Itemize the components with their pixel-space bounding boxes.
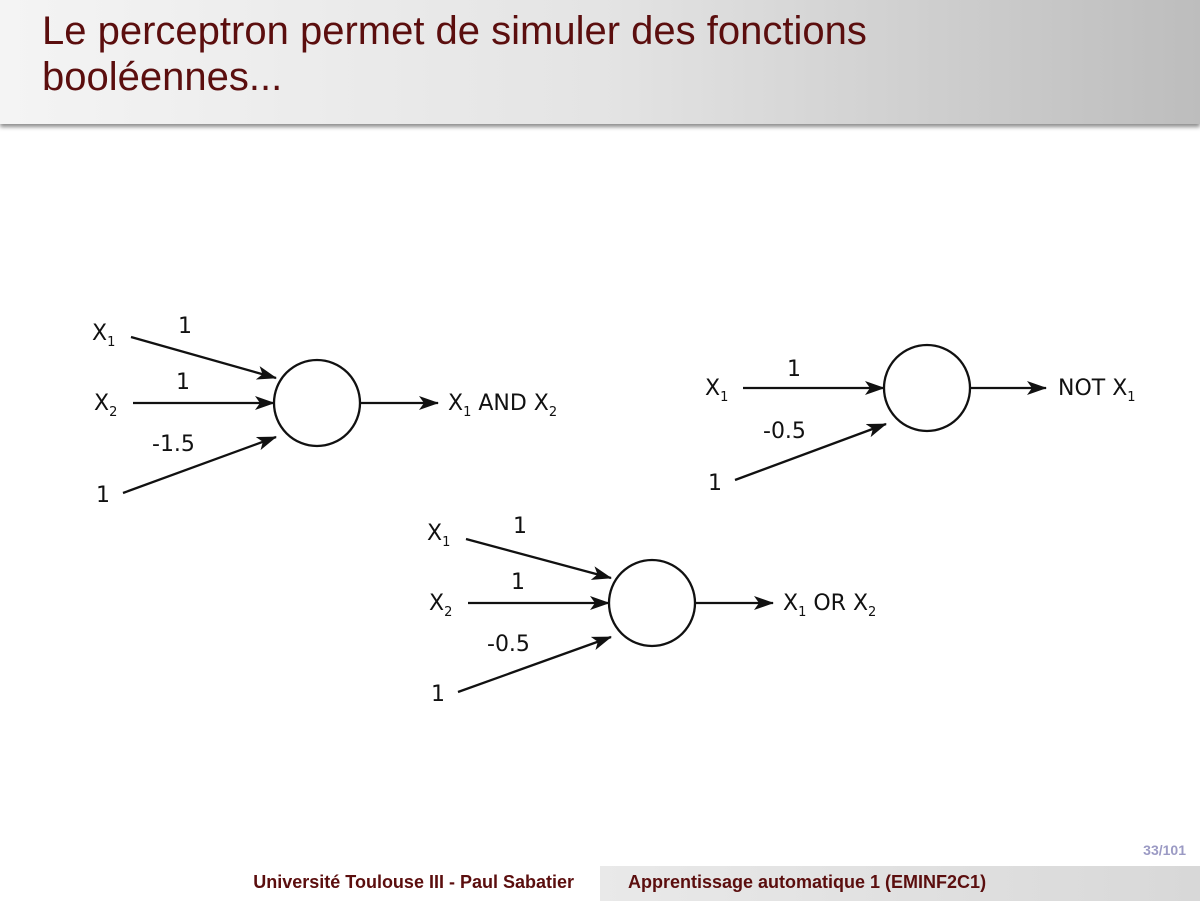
or-input-bias-label: 1 [431, 682, 445, 707]
slide-title-line-2: booléennes... [42, 55, 283, 99]
or-weight-x2: 1 [511, 570, 525, 595]
and-weight-x1: 1 [178, 314, 192, 339]
page-number: 33/101 [1143, 842, 1186, 858]
and-edge-bias [123, 437, 276, 493]
or-weight-bias: -0.5 [487, 632, 530, 657]
not-output-label: NOT $X_1$ [1058, 376, 1136, 405]
and-edge-x1 [131, 337, 276, 378]
or-neuron [609, 560, 695, 646]
perceptron-and [92, 314, 557, 508]
or-edge-bias [458, 637, 611, 692]
and-input-x1-label: $X_1$ [92, 321, 116, 350]
perceptron-not [705, 345, 1136, 496]
or-edge-x1 [466, 539, 611, 578]
not-neuron [884, 345, 970, 431]
or-input-x2-label: $X_2$ [429, 591, 453, 620]
not-edge-bias [735, 424, 886, 480]
and-input-x2-label: $X_2$ [94, 391, 118, 420]
not-weight-bias: -0.5 [763, 419, 806, 444]
footer-course: Apprentissage automatique 1 (EMINF2C1) [600, 866, 1200, 901]
not-input-bias-label: 1 [708, 471, 722, 496]
and-weight-bias: -1.5 [152, 432, 195, 457]
perceptron-or [427, 514, 876, 707]
and-neuron [274, 360, 360, 446]
or-input-x1-label: $X_1$ [427, 521, 451, 550]
not-weight-x1: 1 [787, 357, 801, 382]
footer-institution: Université Toulouse III - Paul Sabatier [0, 866, 600, 901]
or-output-label: $X_1$ OR $X_2$ [783, 591, 877, 620]
not-input-x1-label: $X_1$ [705, 376, 729, 405]
and-output-label: $X_1$ AND $X_2$ [448, 391, 558, 420]
or-weight-x1: 1 [513, 514, 527, 539]
and-input-bias-label: 1 [96, 483, 110, 508]
and-weight-x2: 1 [176, 370, 190, 395]
slide-title-line-1: Le perceptron permet de simuler des fonctions [42, 9, 867, 53]
